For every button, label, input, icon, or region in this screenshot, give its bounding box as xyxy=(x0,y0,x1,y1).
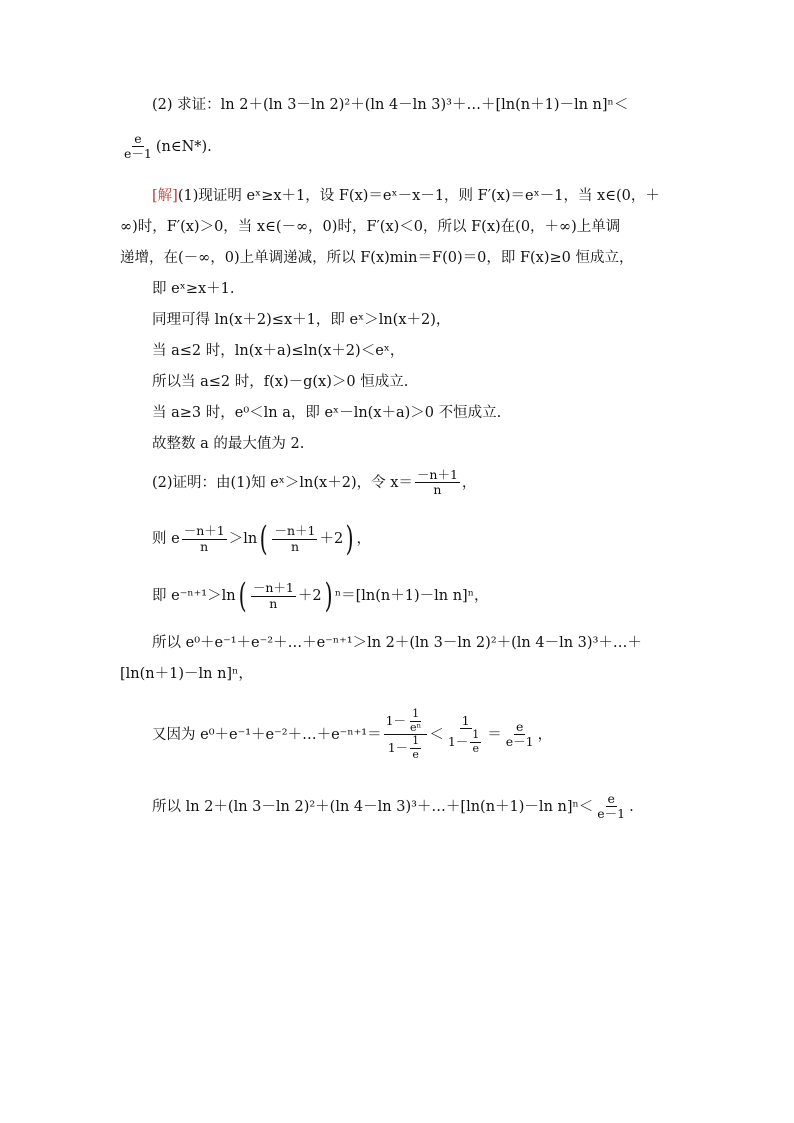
solution-line-9: 故整数 a 的最大值为 2. xyxy=(152,436,305,452)
solution-line-6: 当 a≤2 时，ln(x＋a)≤ln(x＋2)＜eˣ， xyxy=(152,343,405,359)
proof-ln-fraction: $\frac{-n+1}{n}$ xyxy=(274,523,316,554)
solution-line-8: 当 a≥3 时，e⁰＜ln a，即 eˣ－ln(x＋a)＞0 不恒成立. xyxy=(152,405,502,421)
problem2-line2 xyxy=(120,132,794,162)
proof-final-fraction: $\frac{e}{e-1}$ xyxy=(597,791,626,822)
problem2-fraction: $\frac{e}{e-1}$ xyxy=(124,131,152,162)
solution-line-7: 所以当 a≤2 时，f(x)－g(x)＞0 恒成立. xyxy=(152,374,409,390)
problem2-tail: (n∈N*). xyxy=(155,138,212,155)
proof-line-2: 则 e $\frac{-n+1}{n}$ ＞ln ( $\frac{-n+1}{n}$ ＋2 ) ， xyxy=(152,519,371,559)
problem2-label: (2) 求证： xyxy=(152,97,221,113)
proof-line-4: 所以 e⁰＋e⁻¹＋e⁻²＋…＋e⁻ⁿ⁺¹＞ln 2＋(ln 3－ln 2)²＋(ln 4－ln 3)³＋…＋ xyxy=(152,635,642,651)
proof-line-1: (2)证明：由(1)知 eˣ＞ln(x＋2)，令 x＝ $\frac{-n+1}{n}$ ， xyxy=(152,467,477,498)
solution-line-1: [解] (1)现证明 eˣ≥x＋1，设 F(x)＝eˣ－x－1，则 F′(x)＝eˣ－1，当 x∈(0，＋ xyxy=(152,188,660,204)
solution-tag: [解] xyxy=(152,188,178,204)
solution-line-3: 递增，在(－∞，0)上单调递减，所以 F(x)min＝F(0)＝0，即 F(x)≥0 恒成立， xyxy=(120,250,634,266)
proof-result-fraction: $\frac{e}{e-1}$ xyxy=(505,718,534,750)
solution-line-2: ∞)时，F′(x)＞0，当 x∈(－∞，0)时，F′(x)＜0，所以 F(x)在(0，＋∞)上单调 xyxy=(120,219,621,235)
solution-line-5: 同理可得 ln(x＋2)≤x＋1，即 eˣ＞ln(x＋2)， xyxy=(152,312,451,328)
problem2-lhs: ln 2＋(ln 3－ln 2)²＋(ln 4－ln 3)³＋…＋[ln(n＋1)－ln n]ⁿ＜ xyxy=(220,97,629,113)
proof-ln-fraction-2: $\frac{-n+1}{n}$ xyxy=(252,580,294,611)
proof-exponent-fraction: $\frac{-n+1}{n}$ xyxy=(183,523,225,554)
solution-line-4: 即 eˣ≥x＋1. xyxy=(152,281,235,297)
proof-line-6: 又因为 e⁰＋e⁻¹＋e⁻²＋…＋e⁻ⁿ⁺¹＝ 1－ $\frac{1}{\text{eⁿ}}$ 1－ $\frac{1}{e}$ ＜ 1 1－ $\frac{1}{e}$ ＝ $\frac{e}{e-1}$ ， xyxy=(152,707,553,761)
proof-fraction-1: $\frac{-n+1}{n}$ xyxy=(416,467,458,498)
proof-line-5: [ln(n＋1)－ln n]ⁿ， xyxy=(120,666,253,682)
proof-bound-fraction: 1 1－ $\frac{1}{e}$ xyxy=(447,712,480,755)
proof-line-3: 即 e⁻ⁿ⁺¹＞ln ( $\frac{-n+1}{n}$ ＋2 ) ⁿ＝[ln(n＋1)－ln n]ⁿ， xyxy=(152,576,489,616)
proof-sum-fraction: 1－ $\frac{1}{\text{eⁿ}}$ 1－ $\frac{1}{e}$ xyxy=(384,708,428,762)
proof-line-7: 所以 ln 2＋(ln 3－ln 2)²＋(ln 4－ln 3)³＋…＋[ln(n＋1)－ln n]ⁿ＜ $\frac{e}{e-1}$ . xyxy=(152,791,634,822)
problem2-line xyxy=(152,98,794,113)
